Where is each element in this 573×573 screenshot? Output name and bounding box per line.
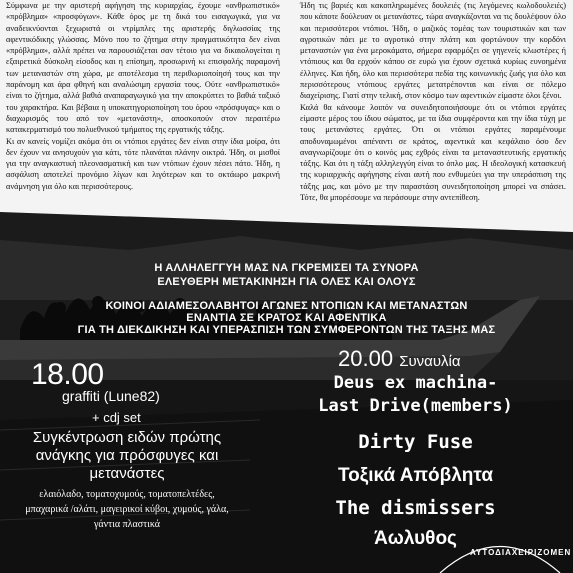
donation-items-list: ελαιόλαδο, τοματοχυμούς, τοματοπελτέδες, μπαχαρικά /αλάτι, μαγειρικοί κύβοι, χυμούς, γάλα, γάντια πλαστικά	[25, 489, 229, 530]
article-paragraph: Κι αν κανείς νομίζει ακόμα ότι οι ντόπιοι εργάτες δεν είναι στην ίδια μοίρα, ότι δεν έχουν να ανησυχούν για κάτι, τότε πλανάται πλάνην οικτρά. Ήδη, οι μισθοί για την αναγκαστική πλεονασματική και των ντόπιων έχουν πέσει πάτο. Ήδη, η ασφάλιση αποτελεί προνόμιο λίγων και λιγότερων και το οκτάωρο μακρινή ανάμνηση για όλο και περισσότερους.	[6, 136, 280, 191]
band-name: Τοξικά Απόβλητα	[337, 465, 494, 486]
concert-heading	[338, 346, 461, 372]
stamp-arc-text: ΑΥΤΟΔΙΑΧΕΙΡΙΖΟΜΕΝ	[470, 548, 572, 557]
article-paragraph: Ήδη τις βαριές και κακοπληρωμένες δουλειές (τις λεγόμενες κωλοδουλειές) που κάποτε δούλευαν οι μετανάστες, τώρα αναγκάζονται να τις δουλέψουν όλο και περισσότεροι ντόπιοι. Ήδη, ο μαζικός τομέας των τουριστικών και των αγροτικών πάει με το αγροτικό στην πλάτη και φορτώνουν την κορδόνι μεταναστών για ένα μεροκάματο, σήμερα εφαρμόζει σε γηγενείς κλωστέρες ή ντόπιους και θα ερχούν κάπου σε ευρώ για έχουν σχετικά κυρίως ευνοημένα έλληνες. Και ήδη, όλο και περισσότερα πεδία της κοινωνικής ζωής για όλο και περισσότερους ντόπιους εργάτες μετατρέπονται και είναι σε πόλεμο διαχείρισης. Γιατί στην τελική, στον κόσμο των αφεντικών είμαστε όλοι ξένοι.	[300, 1, 566, 101]
slogan-line: ΓΙΑ ΤΗ ΔΙΕΚΔΙΚΗΣΗ ΚΑΙ ΥΠΕΡΑΣΠΙΣΗ ΤΩΝ ΣΥΜΦΕΡΟΝΤΩΝ ΤΗΣ ΤΑΞΗΣ ΜΑΣ	[77, 324, 496, 336]
band-name: Last Drive(members)	[318, 396, 513, 416]
event-time-right: 20.00	[338, 346, 394, 371]
graffiti-label: graffiti (Lune82)	[62, 388, 160, 404]
concert-label: Συναυλία	[399, 353, 461, 370]
band-lineup	[258, 372, 573, 554]
article-paragraph: Σύμφωνα με την αριστερή αφήγηση της κυριαρχίας, έχουμε «ανθρωπιστικό» «πρόβλημα» «προσφύγων». Κάθε όρος με τη δικά του εισαγωγικά, για να αναδεικνύονται ξεχωριστά οι ντρίμπλες της αριστερής διγλωσσίας της αφεντικόδικης γλώσσας. Μόνο που το ζήτημα στην πραγματικότητα δεν είναι «πρόβλημα», αλλά πρέπει να παρουσιάζεται σαν τέτοιο για να δικαιολογείται η εξαιρετικά δύσκολη είσοδος και η επίσημη, προσωρινή κι επισφαλής παραμονή των μεταναστών στη χώρα, με αποτέλεσμα τη περιθωριοποίησή τους και την παράνομη και άρα φθηνή και αναλώσιμη εργασία τους. Ούτε «ανθρωπιστικό» είναι το ζήτημα, αλλά βαθιά αναπαραγωγικό για την αποκρύπτει το βαθιά ταξικό του χαρακτήρα. Και βέβαια η υποκατηγοριοποίηση του όρου «πρόσφυγας» και ο διαχωρισμός του από τον «μετανάστη», αποσκοπούν στον περαιτέρω κατακερματισμό του πολυεθνικού τμήματος της εργατικής τάξης.	[6, 1, 280, 135]
band-name: Άωλυθος	[374, 528, 457, 549]
slogan-line: ΕΛΕΥΘΕΡΗ ΜΕΤΑΚΙΝΗΣΗ ΓΙΑ ΟΛΕΣ ΚΑΙ ΟΛΟΥΣ	[157, 276, 416, 288]
band-name: The dismissers	[335, 497, 496, 519]
band-name: Deus ex machina-	[333, 373, 498, 393]
band-name: Dirty Fuse	[358, 431, 473, 453]
event-time-left: 18.00	[31, 358, 104, 391]
article-paragraph: Καλά θα κάνουμε λοιπόν να συνειδητοποιήσουμε ότι οι ντόπιοι εργάτες είμαστε μέρος του ίδιου σώματος, με τα ίδια συμφέροντα και την ίδια τύχη με τους μετανάστες εργάτες. Ότι οι ντόπιοι εργάτες παραμένουμε αποδυναμωμένοι απέναντι σε κράτος, αφεντικά και κεφάλαιο όσο δεν αναγνωρίζουμε ότι ο κοινός μας εχθρός είναι τα μεταναστευτικής εργατικής τάξης. Και ότι η τάξη αλληλεγγύη είναι το όπλο μας. Η ιδεολογική κατασκευή της κυριαρχικής αφήγησης είναι αυτή που ενθυμεύει για την υπεράσπιση της τάξης μας, και μόνο με την παραστάση συνειδητοποίηση μπορεί να σπάσει. Τότε, θα μπορέσουμε να περάσουμε στην αντεπίθεση.	[300, 102, 566, 203]
slogan-line: ΚΟΙΝΟΙ ΑΔΙΑΜΕΣΟΛΑΒΗΤΟΙ ΑΓΩΝΕΣ ΝΤΟΠΙΩΝ ΚΑΙ ΜΕΤΑΝΑΣΤΩΝ	[105, 300, 468, 312]
article-right-column	[300, 0, 566, 203]
donation-drive-title: Συγκέντρωση ειδών πρώτης ανάγκης για πρόσφυγες και μετανάστες	[32, 429, 222, 482]
slogan-line: ΕΝΑΝΤΙΑ ΣΕ ΚΡΑΤΟΣ ΚΑΙ ΑΦΕΝΤΙΚΑ	[186, 312, 387, 324]
article-left-column	[6, 0, 280, 192]
cdj-set-label: + cdj set	[92, 410, 141, 425]
slogan-line: Η ΑΛΛΗΛΕΓΓΥΗ ΜΑΣ ΝΑ ΓΚΡΕΜΙΣΕΙ ΤΑ ΣΥΝΟΡΑ	[154, 262, 419, 274]
